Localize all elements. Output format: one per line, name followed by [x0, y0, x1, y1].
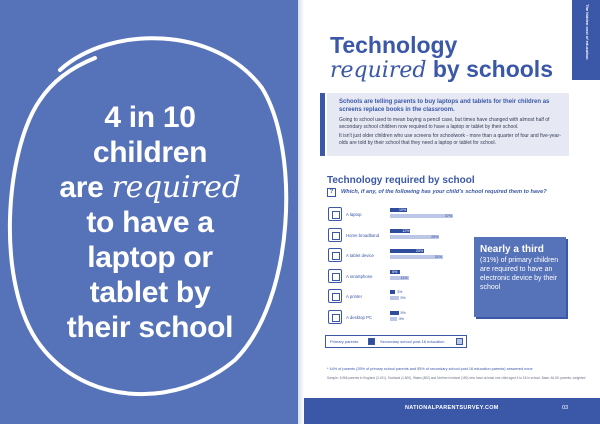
callout-headline: Nearly a third [480, 244, 544, 255]
category-label: A laptop [346, 212, 362, 217]
page-spine [298, 0, 304, 424]
secondary-bar [390, 317, 397, 321]
bar-value-label: 6% [392, 269, 398, 274]
sample-note: Sample: 5,966 parents in England (3,191), Scotland (1,800), Wales (800) and Northern Ireland (150) who have at least one child aged 4 to 18 in school. Base: All UK parents, weighted [327, 376, 586, 380]
page-number: 03 [562, 405, 569, 411]
bar-value-label: 5% [400, 310, 406, 315]
bar-value-label: 20% [416, 249, 424, 253]
title-rest: by schools [426, 56, 553, 82]
category-label: A smartphone [346, 273, 373, 279]
headline-script-word: required [111, 170, 241, 205]
category-label: A desktop PC [346, 314, 373, 320]
bar-value-label: 12% [402, 228, 410, 233]
category-label: A tablet device [346, 253, 374, 258]
intro-panel [327, 93, 569, 156]
footer-url[interactable]: NATIONALPARENTSURVEY.COM [405, 405, 499, 411]
intro-lead: Schools are telling parents to buy laptops and tablets for their children as screens replace books in the classroom. [339, 99, 550, 113]
title-script-word: required [330, 58, 427, 83]
broadband-icon [328, 228, 342, 242]
intro-paragraph: It isn't just older children who use screens for schoolwork - more than a quarter of four and five-year-olds are told by their school that they need a laptop or tablet for school. [339, 133, 561, 146]
headline-line [40, 170, 260, 205]
footer-bar [304, 398, 600, 424]
callout-box [474, 237, 566, 317]
bar-value-label: 29% [431, 234, 439, 239]
bar-chart [320, 205, 470, 330]
category-label: A printer [346, 294, 363, 299]
secondary-bar [390, 296, 399, 300]
bar-value-label: 37% [444, 214, 453, 218]
headline-line: laptop or [87, 241, 213, 274]
bar-value-label: 4% [398, 316, 404, 321]
tablet-icon [328, 248, 342, 262]
footnote: * 44% of parents (35% of primary school parents and 55% of secondary school post 16 education parents) answered none [327, 367, 533, 371]
bar-value-label: 31% [434, 255, 442, 259]
intro-paragraph: Going to school used to mean buying a pencil case, but times have changed with almost half of secondary school children now required to have a laptop or tablet by their school. [339, 117, 550, 130]
callout-body: (31%) of primary children are required to have an electronic device by their school [480, 257, 559, 291]
headline-line: their school [66, 311, 234, 344]
bar-value-label: 10% [399, 208, 407, 212]
headline-line: children [92, 136, 208, 169]
intro-accent-bar [320, 93, 325, 156]
side-tab-text: The hidden cost of education [585, 4, 590, 60]
page-title: Technology [330, 32, 458, 58]
primary-bar [390, 311, 399, 315]
bar-value-label: 3% [397, 290, 403, 294]
headline [40, 100, 260, 345]
chart-legend [325, 335, 467, 348]
legend-swatch-primary [368, 338, 375, 345]
headline-line: to have a [86, 206, 214, 239]
headline-text: are [59, 171, 112, 204]
printer-icon [328, 289, 342, 303]
bar-value-label: 5% [400, 296, 406, 300]
category-label: Home broadband [346, 232, 380, 238]
desktop-pc-icon [328, 310, 342, 324]
laptop-icon [328, 207, 342, 221]
headline-line: tablet by [89, 276, 211, 309]
question-icon: ? [327, 188, 336, 197]
legend-label-secondary: Secondary school post 16 education [380, 339, 445, 344]
survey-question: Which, if any, of the following has your child's school required them to have? [341, 189, 547, 195]
bar-value-label: 11% [400, 275, 408, 280]
chart-title: Technology required by school [327, 175, 475, 186]
legend-swatch-secondary [456, 338, 463, 345]
primary-bar [390, 290, 395, 294]
headline-line: 4 in 10 [104, 101, 196, 134]
page-title-line2 [330, 56, 553, 84]
smartphone-icon [328, 269, 342, 283]
legend-label-primary: Primary parents [330, 339, 359, 344]
